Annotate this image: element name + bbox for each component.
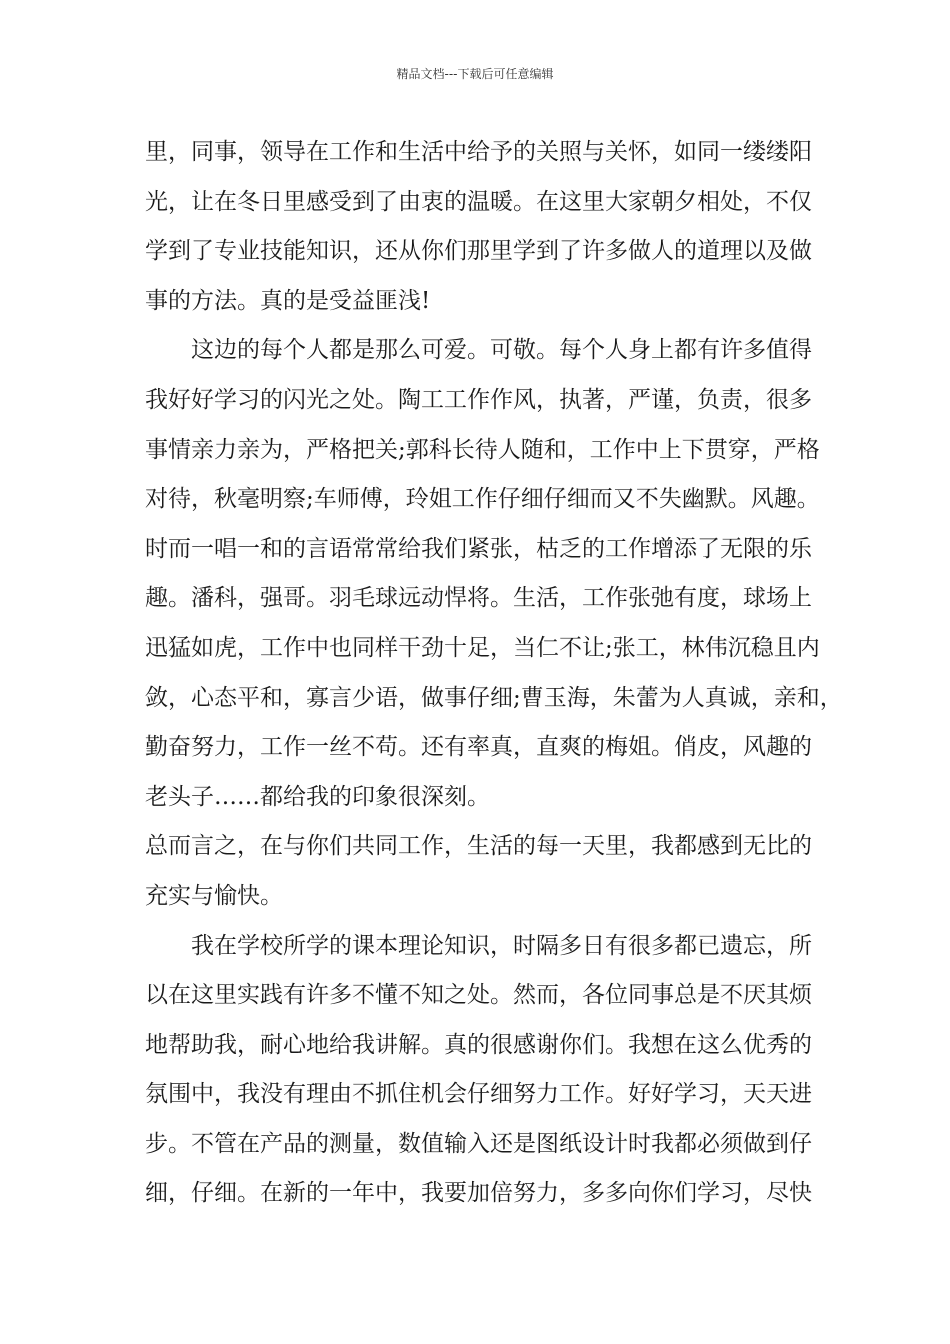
text-line: 老头子……都给我的印象很深刻。 xyxy=(145,783,490,810)
page-header: 精品文档---下载后可任意编辑 xyxy=(396,67,554,81)
text-line: 这边的每个人都是那么可爱。可敬。每个人身上都有许多值得 xyxy=(191,337,812,364)
text-line: 里，同事，领导在工作和生活中给予的关照与关怀，如同一缕缕阳 xyxy=(145,139,812,165)
text-line: 敛，心态平和，寡言少语，做事仔细;曹玉海，朱蕾为人真诚，亲和， xyxy=(145,684,843,711)
text-line: 对待，秋毫明察;车师傅，玲姐工作仔细仔细而又不失幽默。风趣。 xyxy=(145,486,820,513)
text-line: 地帮助我，耐心地给我讲解。真的很感谢你们。我想在这么优秀的 xyxy=(145,1031,812,1058)
text-line: 学到了专业技能知识，还从你们那里学到了许多做人的道理以及做 xyxy=(145,238,812,265)
text-line: 光，让在冬日里感受到了由衷的温暖。在这里大家朝夕相处，不仅 xyxy=(145,188,812,215)
text-line: 勤奋努力，工作一丝不苟。还有率真，直爽的梅姐。俏皮，风趣的 xyxy=(145,734,812,761)
text-line: 迅猛如虎，工作中也同样干劲十足，当仁不让;张工，林伟沉稳且内 xyxy=(145,634,820,661)
text-line: 趣。潘科，强哥。羽毛球远动悍将。生活，工作张弛有度，球场上 xyxy=(145,585,812,612)
document-body xyxy=(145,128,843,1219)
text-line: 我在学校所学的课本理论知识，时隔多日有很多都已遗忘，所 xyxy=(191,932,812,959)
text-line: 充实与愉快。 xyxy=(145,882,283,909)
text-line: 总而言之，在与你们共同工作，生活的每一天里，我都感到无比的 xyxy=(145,833,812,860)
text-line: 以在这里实践有许多不懂不知之处。然而，各位同事总是不厌其烦 xyxy=(145,982,812,1009)
text-line: 氛围中，我没有理由不抓住机会仔细努力工作。好好学习，天天进 xyxy=(145,1081,812,1108)
text-line: 细，仔细。在新的一年中，我要加倍努力，多多向你们学习，尽快 xyxy=(145,1180,812,1207)
text-line: 时而一唱一和的言语常常给我们紧张，枯乏的工作增添了无限的乐 xyxy=(145,535,812,562)
text-line: 我好好学习的闪光之处。陶工工作作风，执著，严谨，负责，很多 xyxy=(145,386,812,413)
text-line: 步。不管在产品的测量，数值输入还是图纸设计时我都必须做到仔 xyxy=(145,1130,812,1157)
text-line: 事情亲力亲为，严格把关;郭科长待人随和，工作中上下贯穿，严格 xyxy=(145,436,820,463)
text-line: 事的方法。真的是受益匪浅! xyxy=(145,287,431,314)
